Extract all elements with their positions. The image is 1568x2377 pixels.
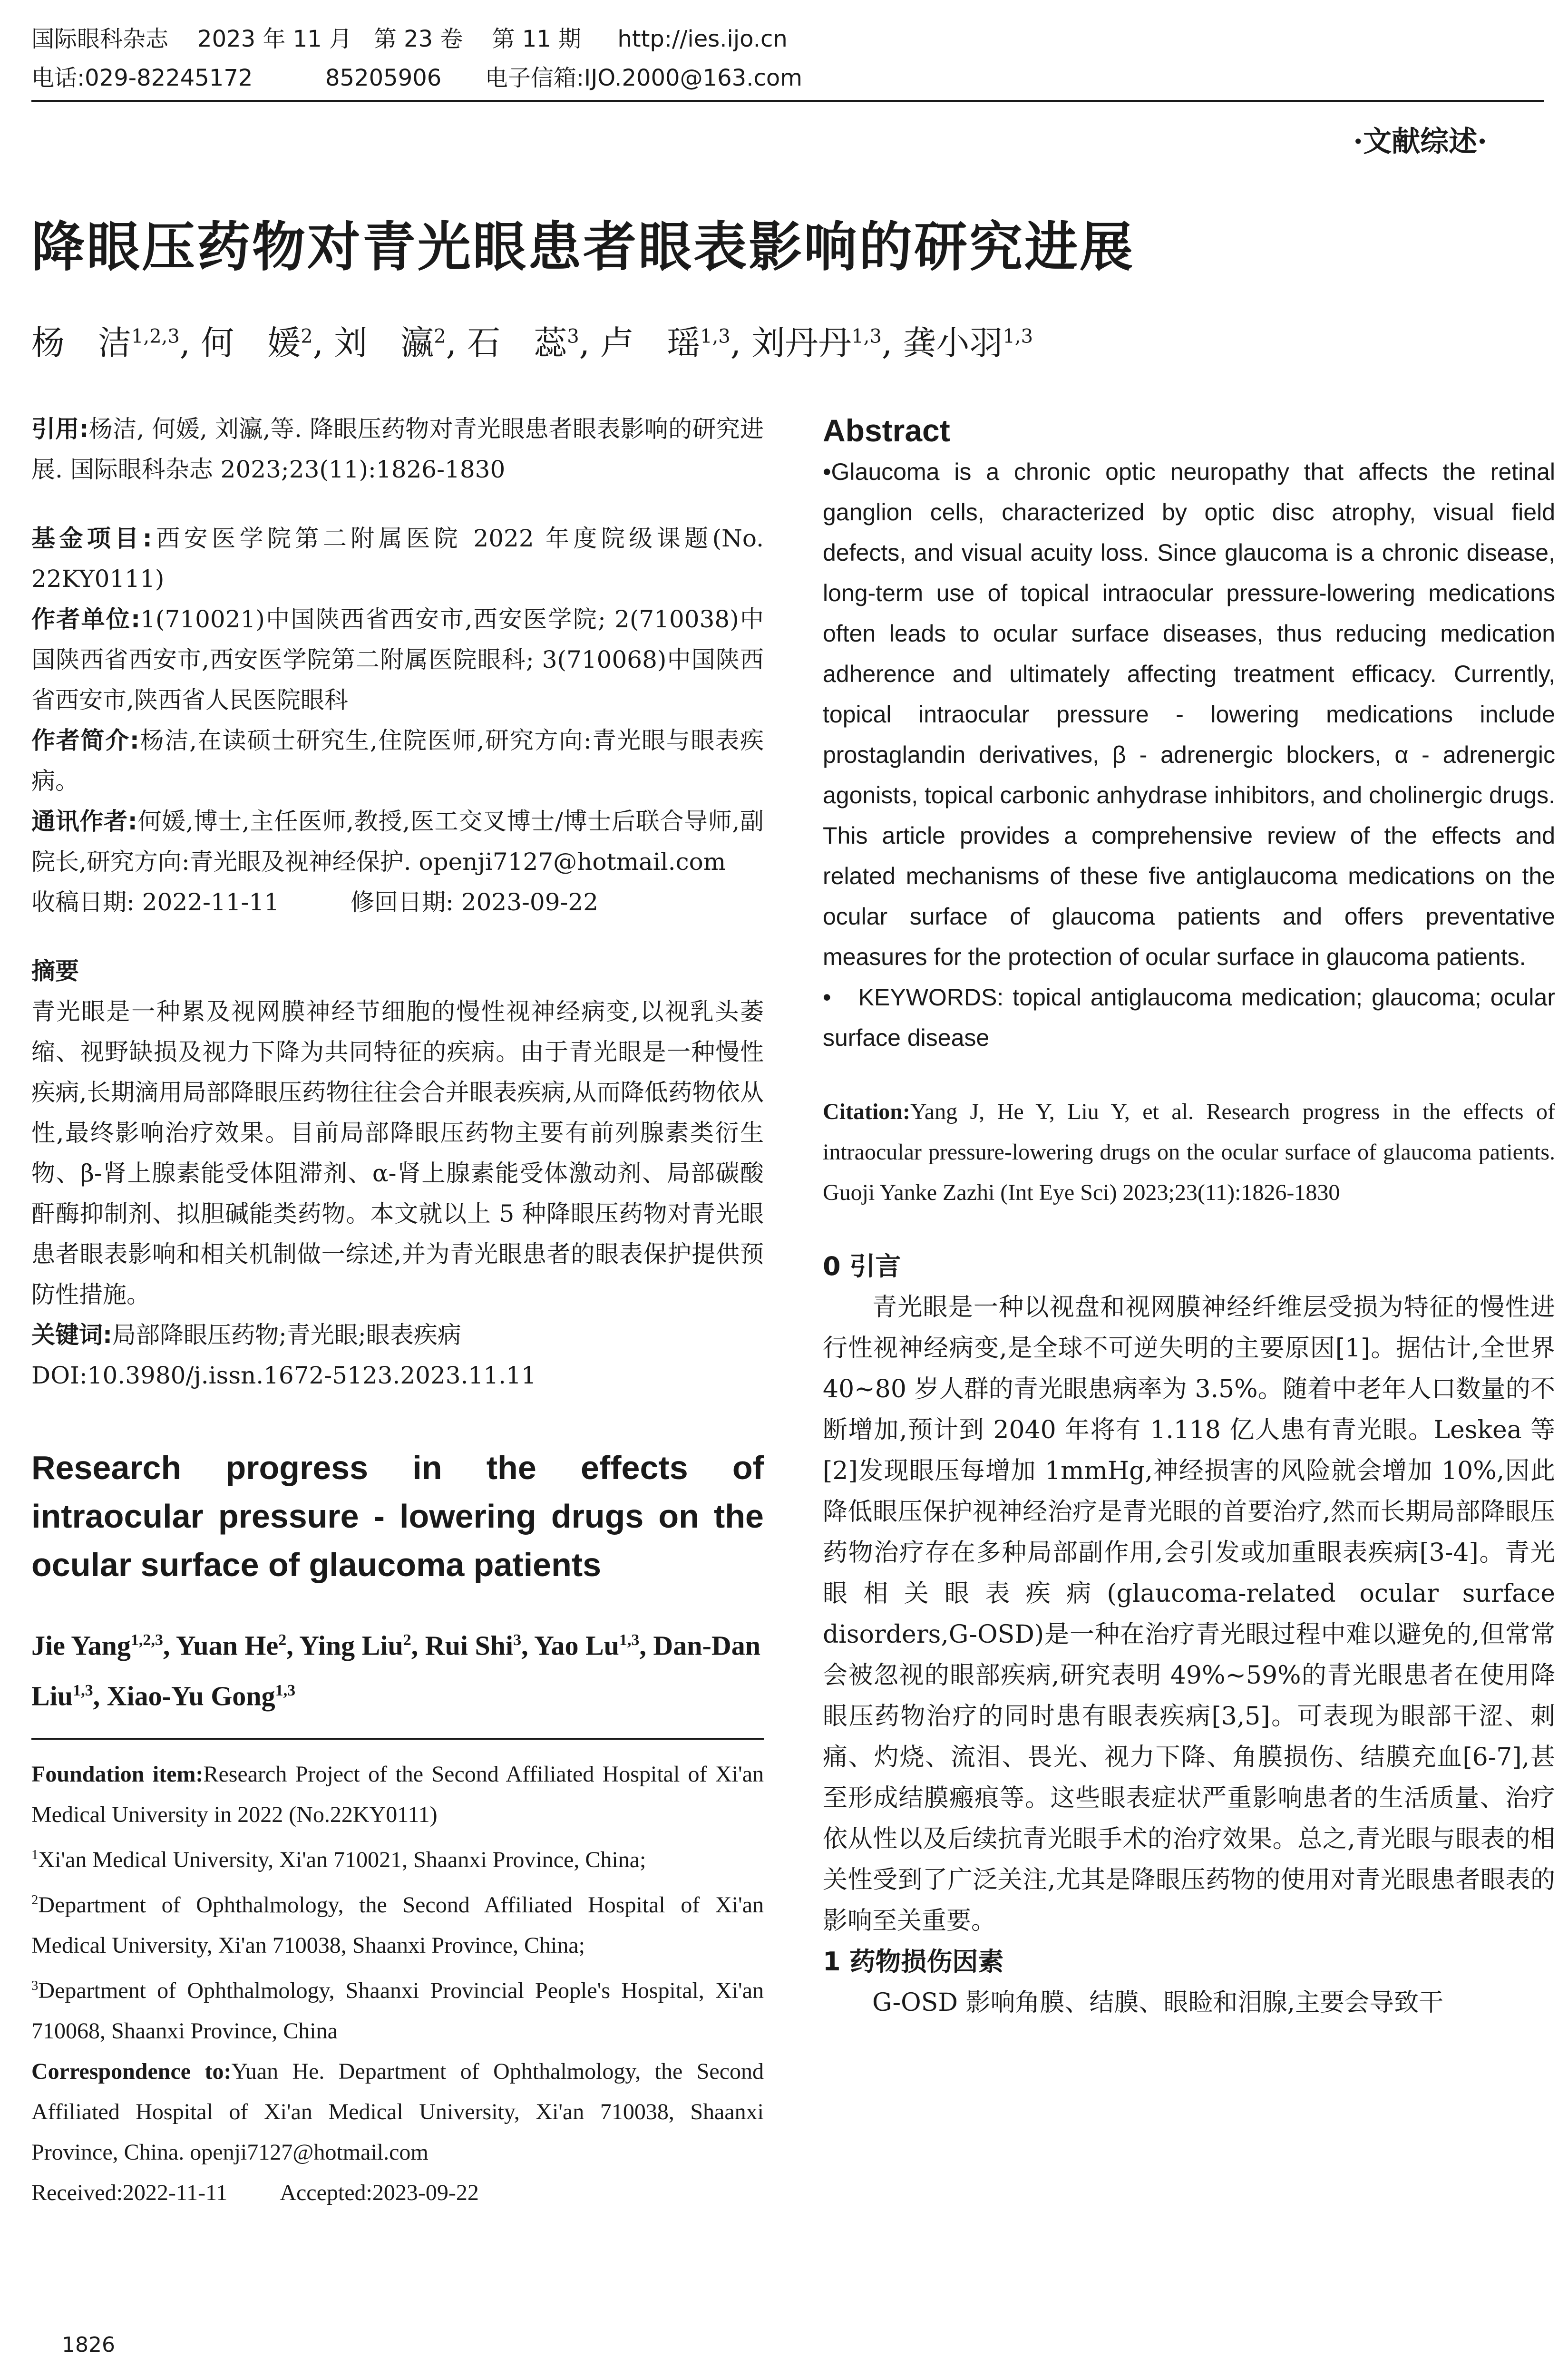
section-0-body: 青光眼是一种以视盘和视网膜神经纤维层受损为特征的慢性进行性视神经病变,是全球不可逆失明的主要原因[1]。据估计,全世界 40~80 岁人群的青光眼患病率为 3.5%。随着中老年人口数量的不断增加,预计到 2040 年将有 1.118 亿人患有青光眼。Leskea 等[2]发现眼压每增加 1mmHg,神经损害的风险就会增加 10%,因此降低眼压保护视神经治疗是青光眼的首要治疗,然而长期局部降眼压药物治疗存在多种局部副作用,会引发或加重眼表疾病[3-4]。青光眼相关眼表疾病(glaucoma-related ocular surface disorders,G-OSD)是一种在治疗青光眼过程中难以避免的,但常常会被忽视的眼部疾病,研究表明 49%~59%的青光眼患者在使用降眼压药物治疗的同时患有眼表疾病[3,5]。可表现为眼部干涩、刺痛、灼烧、流泪、畏光、视力下降、角膜损伤、结膜充血[6-7],甚至形成结膜瘢痕等。这些眼表症状严重影响患者的生活质量、治疗依从性以及后续抗青光眼手术的治疗效果。总之,青光眼与眼表的相关性受到了广泛关注,尤其是降眼压药物的使用对青光眼患者眼表的影响至关重要。 (823, 1293, 1555, 1935)
author-affiliation: 1,3 (275, 1682, 296, 1700)
right-column (823, 409, 1555, 2023)
abstract-text-cn: 青光眼是一种累及视网膜神经节细胞的慢性视神经病变,以视乳头萎缩、视野缺损及视力下降为共同特征的疾病。由于青光眼是一种慢性疾病,长期滴用局部降眼压药物往往会合并眼表疾病,从而降低药物依从性,最终影响治疗效果。目前局部降眼压药物主要有前列腺素类衍生物、β-肾上腺素能受体阻滞剂、α-肾上腺素能受体激动剂、局部碳酸酐酶抑制剂、拟胆碱能类药物。本文就以上 5 种降眼压药物对青光眼患者眼表影响和相关机制做一综述,并为青光眼患者的眼表保护提供预防性措施。 (31, 998, 764, 1308)
keywords-en-text: topical antiglaucoma medication; glaucoma; ocular surface disease (823, 984, 1555, 1051)
keywords-en-label: KEYWORDS: (858, 984, 1004, 1011)
citation-text: 杨洁, 何媛, 刘瀛,等. 降眼压药物对青光眼患者眼表影响的研究进展. 国际眼科杂志 2023;23(11):1826-1830 (31, 415, 764, 483)
unit-label: 作者单位: (31, 605, 141, 633)
foundation-en (31, 1754, 764, 1835)
citation-cn (31, 409, 764, 490)
author-affiliation: 2 (434, 325, 446, 348)
author-name: 刘丹丹 (751, 323, 852, 362)
correspondence-text: Yuan He. Department of Ophthalmology, the Second Affiliated Hospital of Xi'an Medical University, Xi'an 710038, Shaanxi Province, China. openji7127@hotmail.com (31, 2058, 764, 2165)
fund-cn (31, 518, 764, 599)
author-affiliation: 2 (403, 1631, 411, 1649)
unit-text: 1(710021)中国陕西省西安市,西安医学院; 2(710038)中国陕西省西安市,西安医学院第二附属医院眼科; 3(710068)中国陕西省西安市,陕西省人民医院眼科 (31, 605, 764, 714)
section-tag: ·文献综述· (1353, 125, 1487, 158)
section-0-heading: 0 引言 (823, 1251, 901, 1281)
correspondence-en (31, 2051, 764, 2172)
author-list-en: Jie Yang$^{1,2,3}$, Yuan He$^2$, Ying Liu$^2$, Rui Shi$^3$, Yao Lu$^{1,3}$, Dan-Dan Liu$^{1,3}$, Xiao-Yu Gong$^{1,3}$ (31, 1630, 761, 1712)
keywords-text: 局部降眼压药物;青光眼;眼表疾病 (112, 1321, 461, 1349)
author-name: 何 媛 (201, 323, 301, 362)
foundation-text: Research Project of the Second Affiliated Hospital of Xi'an Medical University in 2022 (No.22KY0111) (31, 1761, 764, 1827)
author-list-cn: 杨 洁$^{1,2,3}$, 何 媛$^2$, 刘 瀛$^2$, 石 蕊$^3$, 卢 瑶$^{1,3}$, 刘丹丹$^{1,3}$, 龚小羽$^{1,3}$ (31, 323, 1033, 362)
author-affiliation: 2 (301, 325, 313, 348)
author-name-en: Ying Liu (299, 1630, 403, 1661)
author-affiliation: 1,3 (851, 325, 882, 348)
author-affiliation: 2 (278, 1631, 287, 1649)
author-affiliation: 1,2,3 (130, 1631, 163, 1649)
bio-label: 作者简介: (31, 727, 139, 754)
header-divider (31, 100, 1544, 102)
author-affiliation: 1,3 (700, 325, 730, 348)
fund-label: 基金项目: (31, 525, 152, 552)
unit-cn (31, 599, 764, 721)
citation-en (823, 1091, 1555, 1213)
abstract-heading-cn: 摘要 (31, 957, 79, 985)
foundation-label: Foundation item: (31, 1761, 204, 1787)
dates-cn (31, 882, 764, 923)
author-affiliation: 1,2,3 (131, 325, 180, 348)
citation-en-text: Yang J, He Y, Liu Y, et al. Research progress in the effects of intraocular pressure-lowering drugs on the ocular surface of glaucoma patients. Guoji Yanke Zazhi (Int Eye Sci) 2023;23(11):1826-1830 (823, 1099, 1555, 1205)
author-affiliation: 1,3 (619, 1631, 640, 1649)
author-name-en: Jie Yang (31, 1630, 131, 1661)
revised-date: 修回日期: 2023-09-22 (351, 888, 599, 916)
journal-header-line1: 国际眼科杂志 2023 年 11 月 第 23 卷 第 11 期 http://ies.ijo.cn (31, 26, 788, 52)
author-name: 卢 瑶 (600, 323, 701, 362)
article-title: 降眼压药物对青光眼患者眼表影响的研究进展 (31, 216, 1135, 278)
affiliation-1: $^1$Xi'an Medical University, Xi'an 710021, Shaanxi Province, China; (31, 1847, 646, 1872)
page-number: 1826 (62, 2333, 115, 2357)
author-name-en: Xiao-Yu Gong (107, 1680, 275, 1712)
divider-rule (31, 1738, 764, 1740)
left-column (31, 409, 764, 2213)
abstract-text-en: •Glaucoma is a chronic optic neuropathy that affects the retinal ganglion cells, characterized by optic disc atrophy, visual field defects, and visual acuity loss. Since glaucoma is a chronic disease, long-term use of topical intraocular pressure-lowering medications often leads to ocular surface diseases, thus reducing medication adherence and ultimately affecting treatment efficacy. Currently, topical intraocular pressure - lowering medications include prostaglandin derivatives, β - adrenergic blockers, α - adrenergic agonists, topical carbonic anhydrase inhibitors, and cholinergic drugs. This article provides a comprehensive review of the effects and related mechanisms of these five antiglaucoma medications on the ocular surface of glaucoma patients and offers preventative measures for the protection of ocular surface in glaucoma patients. (823, 458, 1555, 970)
author-name: 龚小羽 (903, 323, 1003, 362)
bio-cn (31, 721, 764, 801)
author-name-en: Yao Lu (534, 1630, 619, 1661)
author-name: 刘 瀛 (334, 323, 434, 362)
corr-label: 通讯作者: (31, 808, 137, 835)
author-name: 杨 洁 (31, 323, 131, 362)
bio-text: 杨洁,在读硕士研究生,住院医师,研究方向:青光眼与眼表疾病。 (31, 727, 764, 795)
corr-cn (31, 801, 764, 882)
keywords-cn (31, 1315, 764, 1355)
abstract-heading-en: Abstract (823, 413, 950, 448)
received-en: Received:2022-11-11 (31, 2180, 228, 2205)
citation-label: 引用: (31, 415, 89, 443)
citation-en-label: Citation: (823, 1099, 910, 1124)
section-1-body: G-OSD 影响角膜、结膜、眼睑和泪腺,主要会导致干 (872, 1988, 1444, 2017)
journal-header-line2: 电话:029-82245172 85205906 电子信箱:IJO.2000@163.com (31, 65, 802, 91)
keywords-en: • KEYWORDS: topical antiglaucoma medication; glaucoma; ocular surface disease (823, 984, 1555, 1051)
correspondence-label: Correspondence to: (31, 2058, 232, 2084)
doi: DOI:10.3980/j.issn.1672-5123.2023.11.11 (31, 1362, 536, 1389)
keywords-label: 关键词: (31, 1321, 112, 1349)
section-1-heading: 1 药物损伤因素 (823, 1947, 1004, 1977)
received-date: 收稿日期: 2022-11-11 (31, 888, 280, 916)
author-name-en: Dan-Dan Liu (31, 1630, 761, 1712)
author-name: 石 蕊 (467, 323, 567, 362)
author-affiliation: 3 (513, 1631, 522, 1649)
affiliation-3: $^3$Department of Ophthalmology, Shaanxi Provincial People's Hospital, Xi'an 710068, Shaanxi Province, China (31, 1978, 764, 2044)
author-affiliation: 3 (567, 325, 579, 348)
author-name-en: Rui Shi (425, 1630, 514, 1661)
dates-en (31, 2172, 764, 2213)
author-affiliation: 1,3 (73, 1682, 93, 1700)
author-name-en: Yuan He (175, 1630, 279, 1661)
affiliation-2: $^2$Department of Ophthalmology, the Second Affiliated Hospital of Xi'an Medical University, Xi'an 710038, Shaanxi Province, China; (31, 1892, 764, 1958)
fund-text: 西安医学院第二附属医院 2022 年度院级课题(No. 22KY0111) (31, 525, 764, 593)
corr-text: 何媛,博士,主任医师,教授,医工交叉博士/博士后联合导师,副院长,研究方向:青光眼及视神经保护. openji7127@hotmail.com (31, 808, 764, 876)
english-title: Research progress in the effects of intraocular pressure - lowering drugs on the ocular surface of glaucoma patients (31, 1449, 764, 1583)
accepted-en: Accepted:2023-09-22 (280, 2180, 479, 2205)
author-affiliation: 1,3 (1003, 325, 1033, 348)
